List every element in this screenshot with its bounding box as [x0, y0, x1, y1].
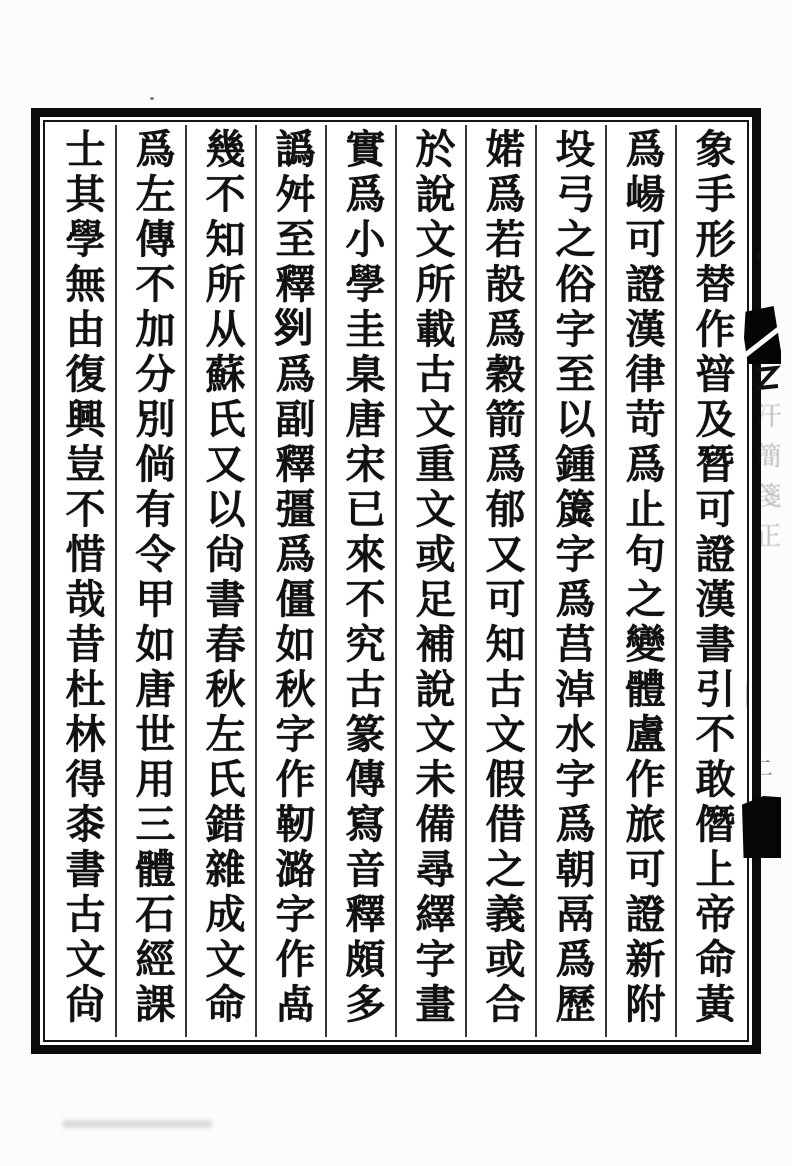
fishtail-mark-upper [744, 306, 781, 364]
ink-speck [757, 252, 760, 260]
text-column-6: 實爲小學圭臬唐宋已來不究古篆傳寫音釋頗多 [325, 125, 395, 1037]
smudge-stroke [752, 364, 782, 398]
text-column-2: 爲崵可證漢律苛爲止句之變體盧作旅可證新附 [605, 125, 675, 1037]
page-number-label: 二 [751, 757, 774, 782]
page-border-frame [31, 108, 761, 1054]
text-block [47, 125, 745, 1037]
text-column-10: 士其學無由復興豈不惜哉昔杜林得桼書古文尙 [59, 128, 106, 1028]
text-column-7: 譌舛至釋𠛱爲副釋彊爲僵如秋字作靭潞字作卨 [255, 125, 325, 1037]
ink-speck [150, 97, 154, 100]
text-column-9: 爲左傳不加分別倘有令甲如唐世用三體石經課 [115, 125, 185, 1037]
text-column-3: 坄弓之俗字至以鍾簴字爲莒淖水字爲朝鬲爲歷 [535, 125, 605, 1037]
scan-smudge [62, 1120, 212, 1128]
text-column-4: 婼爲若㱿爲穀箭爲郁又可知古文假借之義或合 [465, 125, 535, 1037]
margin-book-title: 汗簡箋正 [751, 402, 781, 562]
text-column-1: 象手形替作暜及朁可證漢書引不敢僭上帝命黃 [675, 125, 745, 1037]
text-column-5: 於說文所載古文重文或足補說文未備尋繹字畫 [395, 125, 465, 1037]
text-column-8: 幾不知所从蘇氏又以尙書春秋左氏錯雜成文命 [185, 125, 255, 1037]
fishtail-mark-lower [742, 796, 781, 858]
ink-speck [746, 680, 748, 710]
